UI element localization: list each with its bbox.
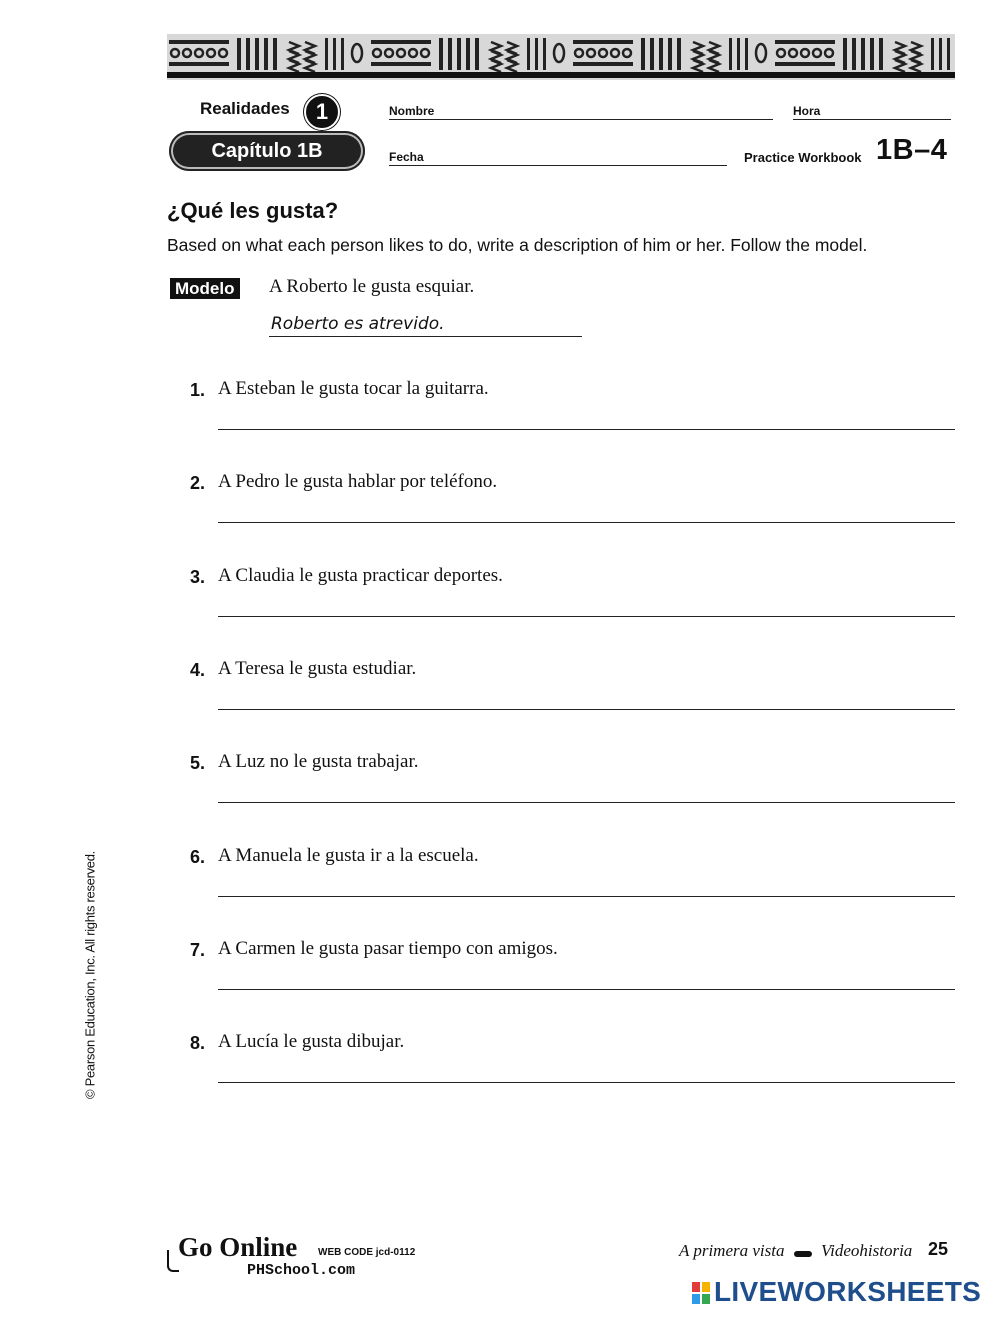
capitulo-badge: Capítulo 1B xyxy=(169,131,365,171)
fecha-field[interactable] xyxy=(389,165,727,166)
nombre-field[interactable] xyxy=(389,119,773,120)
footer-section-right: Videohistoria xyxy=(821,1241,913,1260)
realidades-label: Realidades xyxy=(200,99,290,118)
item-prompt: A Claudia le gusta practicar deportes. xyxy=(218,565,503,586)
item-number: 4. xyxy=(189,660,205,680)
modelo-badge: Modelo xyxy=(170,278,240,299)
item-number: 5. xyxy=(189,753,205,773)
go-online-logo: Go Online xyxy=(178,1232,298,1262)
exercise-item xyxy=(167,660,955,753)
exercise-item xyxy=(167,473,955,566)
answer-field[interactable] xyxy=(218,616,955,617)
modelo-answer: Roberto es atrevido. xyxy=(271,314,445,334)
item-prompt: A Carmen le gusta pasar tiempo con amigos. xyxy=(218,938,558,959)
item-number: 6. xyxy=(189,847,205,867)
answer-field[interactable] xyxy=(218,896,955,897)
exercise-item xyxy=(167,847,955,940)
item-number: 1. xyxy=(189,380,205,400)
exercise-item xyxy=(167,567,955,660)
liveworksheets-brand: LIVEWORKSHEETS xyxy=(714,1276,982,1307)
realidades-level-badge: 1 xyxy=(304,94,340,130)
answer-field[interactable] xyxy=(218,989,955,990)
item-number: 2. xyxy=(189,473,205,493)
workbook-number: 1B–4 xyxy=(876,134,948,166)
item-number: 7. xyxy=(189,940,205,960)
item-prompt: A Lucía le gusta dibujar. xyxy=(218,1031,405,1052)
page-number: 25 xyxy=(928,1239,949,1259)
answer-field[interactable] xyxy=(218,1082,955,1083)
exercise-item xyxy=(167,753,955,846)
exercise-item xyxy=(167,940,955,1033)
item-prompt: A Teresa le gusta estudiar. xyxy=(218,658,417,679)
liveworksheets-logo-icon xyxy=(692,1282,710,1304)
item-prompt: A Luz no le gusta trabajar. xyxy=(218,751,419,772)
answer-field[interactable] xyxy=(218,709,955,710)
exercise-item xyxy=(167,380,955,473)
nombre-label: Nombre xyxy=(389,104,435,118)
answer-field[interactable] xyxy=(218,522,955,523)
hora-label: Hora xyxy=(793,104,821,118)
modelo-answer-line xyxy=(269,336,582,337)
item-prompt: A Esteban le gusta tocar la guitarra. xyxy=(218,378,489,399)
copyright-notice: © Pearson Education, Inc. All rights reserved. xyxy=(82,851,98,1099)
hora-field[interactable] xyxy=(793,119,951,120)
exercise-item xyxy=(167,1033,955,1126)
footer-section-left: A primera vista xyxy=(679,1241,785,1260)
decorative-banner xyxy=(167,34,955,80)
item-number: 8. xyxy=(189,1033,205,1053)
modelo-prompt: A Roberto le gusta esquiar. xyxy=(269,276,475,297)
item-number: 3. xyxy=(189,567,205,587)
answer-field[interactable] xyxy=(218,802,955,803)
practice-workbook-label: Practice Workbook xyxy=(744,150,862,165)
activity-title: ¿Qué les gusta? xyxy=(167,198,339,223)
item-prompt: A Manuela le gusta ir a la escuela. xyxy=(218,845,479,866)
footer-separator xyxy=(794,1251,812,1257)
phschool-link[interactable]: PHSchool.com xyxy=(247,1262,356,1279)
activity-instructions: Based on what each person likes to do, write a description of him or her. Follow the model. xyxy=(167,235,868,255)
fecha-label: Fecha xyxy=(389,150,424,164)
answer-field[interactable] xyxy=(218,429,955,430)
web-code: WEB CODE jcd-0112 xyxy=(318,1247,416,1258)
item-prompt: A Pedro le gusta hablar por teléfono. xyxy=(218,471,498,492)
